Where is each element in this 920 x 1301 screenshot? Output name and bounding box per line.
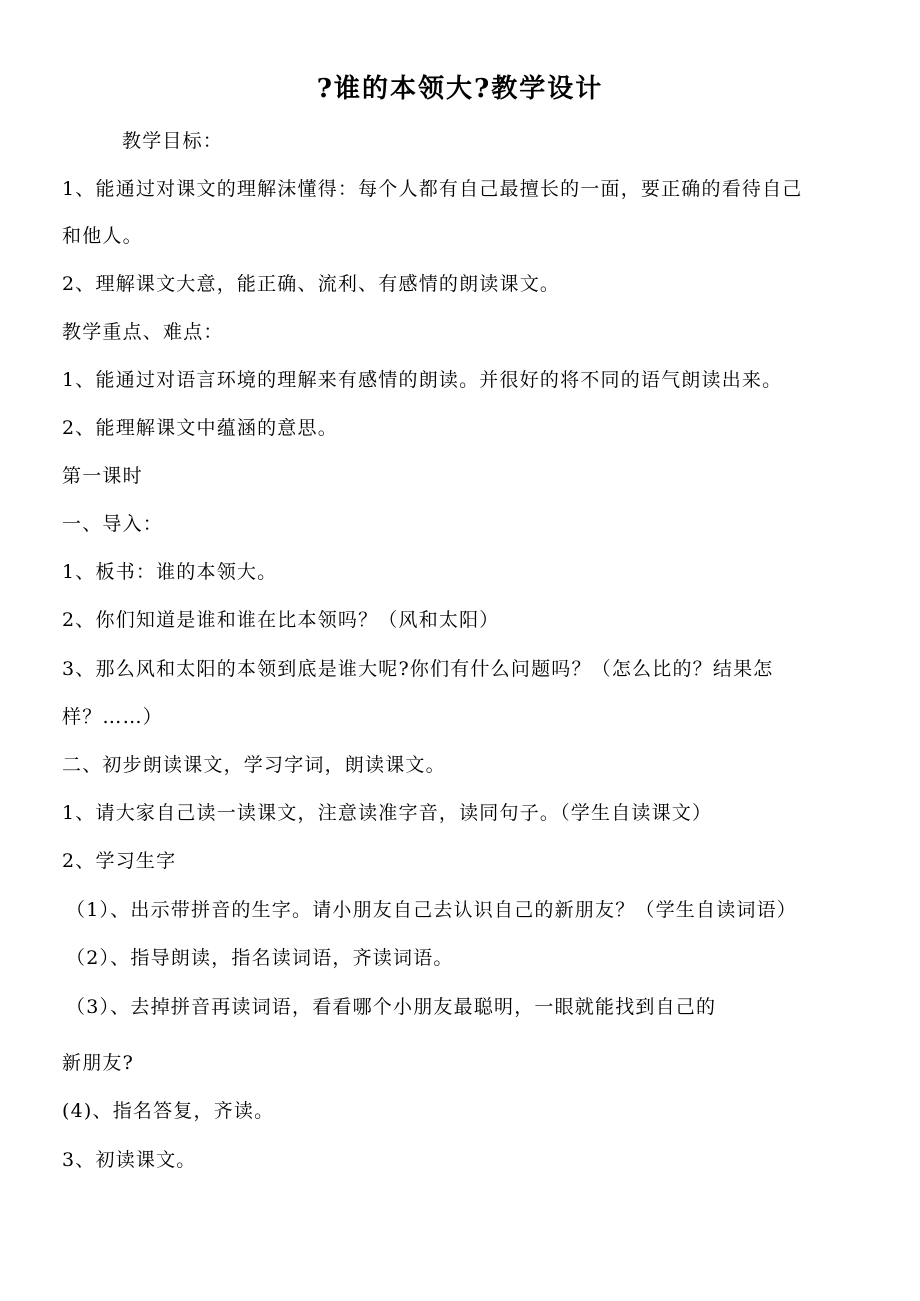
section-heading-intro: 一、导入： — [62, 513, 164, 535]
document-title: ?谁的本领大?教学设计 — [316, 74, 604, 104]
paragraph-line: 2、能理解课文中蕴涵的意思。 — [62, 417, 338, 439]
paragraph-line: 1、请大家自己读一读课文，注意读准字音，读同句子。（学生自读课文） — [62, 802, 713, 824]
paragraph-line: （2）、指导朗读，指名读词语，齐读词语。 — [66, 947, 454, 969]
paragraph-line: 3、初读课文。 — [62, 1149, 197, 1171]
paragraph-line: 新朋友? — [62, 1052, 134, 1074]
paragraph-line: （1）、出示带拼音的生字。请小朋友自己去认识自己的新朋友？（学生自读词语） — [66, 899, 797, 921]
paragraph-line: （3）、去掉拼音再读词语，看看哪个小朋友最聪明，一眼就能找到自己的 — [66, 996, 717, 1018]
paragraph-line: 和他人。 — [62, 225, 143, 247]
paragraph-line: 1、能通过对语言环境的理解来有感情的朗读。并很好的将不同的语气朗读出来。 — [62, 369, 783, 391]
section-heading-reading: 二、初步朗读课文，学习字词，朗读课文。 — [62, 754, 446, 776]
section-heading-key-points: 教学重点、难点： — [62, 321, 224, 343]
paragraph-line: 1、能通过对课文的理解沫懂得：每个人都有自己最擅长的一面，要正确的看待自己 — [62, 178, 803, 200]
paragraph-line: 2、理解课文大意，能正确、流利、有感情的朗读课文。 — [62, 273, 561, 295]
paragraph-line: 样？……） — [62, 706, 164, 728]
paragraph-line: 3、那么风和太阳的本领到底是谁大呢?你们有什么问题吗？（怎么比的？结果怎 — [62, 658, 774, 680]
paragraph-line: 1、板书：谁的本领大。 — [62, 561, 278, 583]
section-heading-lesson-one: 第一课时 — [62, 465, 143, 487]
paragraph-line: (4)、指名答复，齐读。 — [62, 1100, 275, 1122]
paragraph-line: 2、你们知道是谁和谁在比本领吗？（风和太阳） — [62, 609, 500, 631]
paragraph-line: 2、学习生字 — [62, 850, 177, 872]
section-heading-objectives: 教学目标： — [122, 130, 224, 152]
